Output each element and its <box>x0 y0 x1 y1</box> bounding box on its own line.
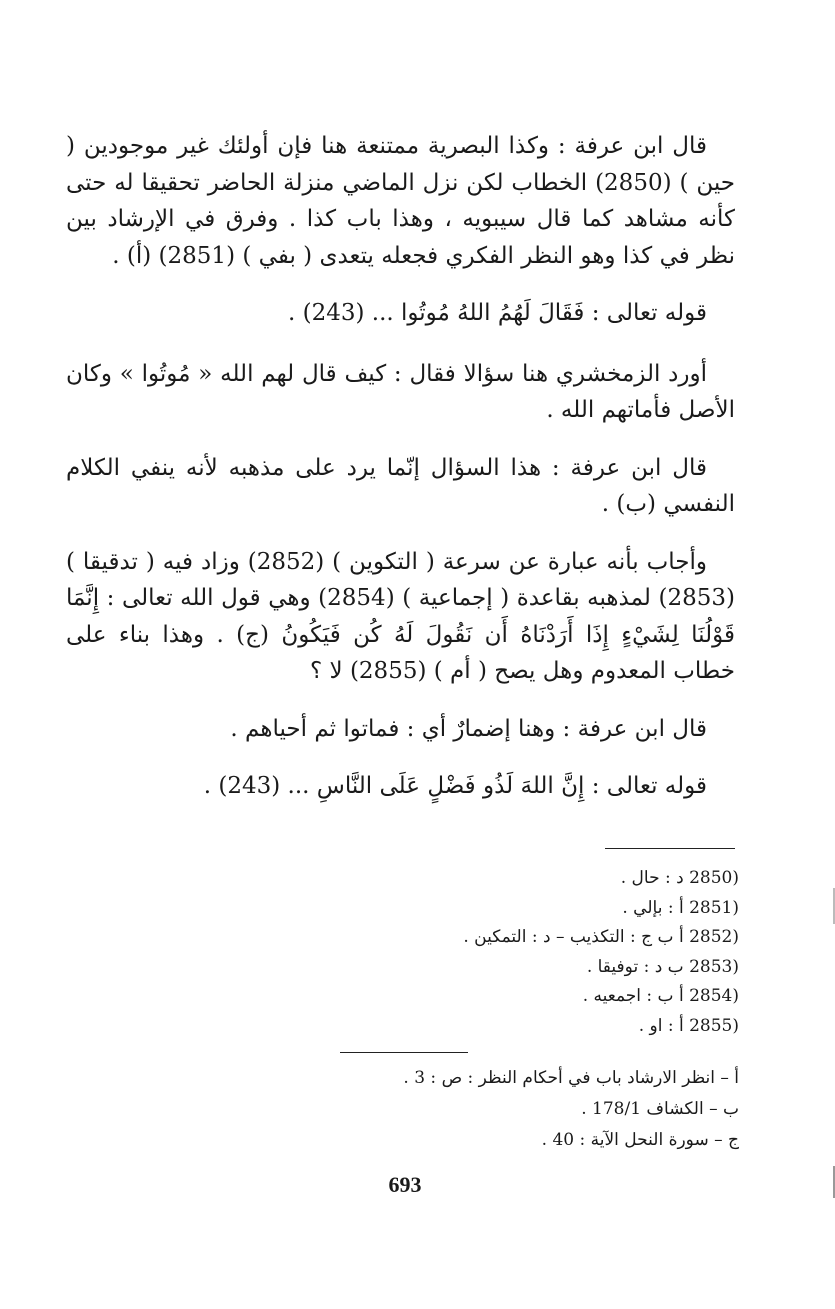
footnote-2851: (2851 أ : بإلي . <box>622 897 739 918</box>
footnote-2854: (2854 أ ب : اجمعيه . <box>582 986 739 1007</box>
verse-heading-fadl: قوله تعالى : إِنَّ اللهَ لَذُو فَضْلٍ عَلَى النَّاسِ ... (243) . <box>203 773 707 799</box>
paragraph-answer-takwin: وأجاب بأنه عبارة عن سرعة ( التكوين ) (2852) وزاد فيه ( تدقيقا ) (2853) لمذهبه بقاعدة ( إجماعية ) (2854) وهي قول الله تعالى : إِنَّمَا قَوْلُنَا لِشَيْءٍ إِذَا أَرَدْنَاهُ أَن نَقُولَ لَهُ كُن فَيَكُونُ (ج) . وهذا بناء على خطاب المعدوم وهل يصح ( أم ) (2855) لا ؟ <box>66 548 735 684</box>
page-number: 693 <box>388 1172 422 1197</box>
paragraph-ibn-arafa-idmar: قال ابن عرفة : وهنا إضمارٌ أي : فماتوا ثم أحياهم . <box>230 715 707 742</box>
verse-heading-mutu: قوله تعالى : فَقَالَ لَهُمُ اللهُ مُوتُوا ... (243) . <box>287 300 707 326</box>
main-text <box>66 128 735 829</box>
paragraph-ibn-arafa-kalam-nafsi: قال ابن عرفة : هذا السؤال إنّما يرد على مذهبه لأنه ينفي الكلام النفسي (ب) . <box>66 454 735 517</box>
paragraph-ibn-arafa-basariyya: قال ابن عرفة : وكذا البصرية ممتنعة هنا فإن أولئك غير موجودين ( حين ) (2850) الخطاب لكن نزل الماضي منزلة الحاضر تحقيقا له حتى كأنه مشاهد كما قال سيبويه ، وهذا باب كذا . وفرق في الإرشاد بين نظر في كذا وهو النظر الفكري فجعله يتعدى ( بفي ) (2851) (أ) . <box>66 133 735 269</box>
variant-footnotes <box>239 864 739 1042</box>
footnote-2855: (2855 أ : او . <box>638 1015 739 1036</box>
reference-jim: ج – سورة النحل الآية : 40 . <box>541 1130 739 1150</box>
footnote-2850: (2850 د : حال . <box>620 868 739 888</box>
reference-ba: ب – الكشاف 178/1 . <box>581 1099 739 1119</box>
references-divider <box>340 1052 468 1053</box>
footnote-2853: (2853 ب د : توفيقا . <box>586 956 739 977</box>
footnote-2852: (2852 أ ب ج : التكذيب – د : التمكين . <box>463 927 739 948</box>
reference-alif: أ – انظر الارشاد باب في أحكام النظر : ص : 3 . <box>403 1068 739 1088</box>
paragraph-zamakhshari-question: أورد الزمخشري هنا سؤالا فقال : كيف قال لهم الله « مُوتُوا » وكان الأصل فأماتهم الله . <box>66 360 735 423</box>
footnote-divider <box>605 848 735 849</box>
source-references <box>239 1063 739 1156</box>
